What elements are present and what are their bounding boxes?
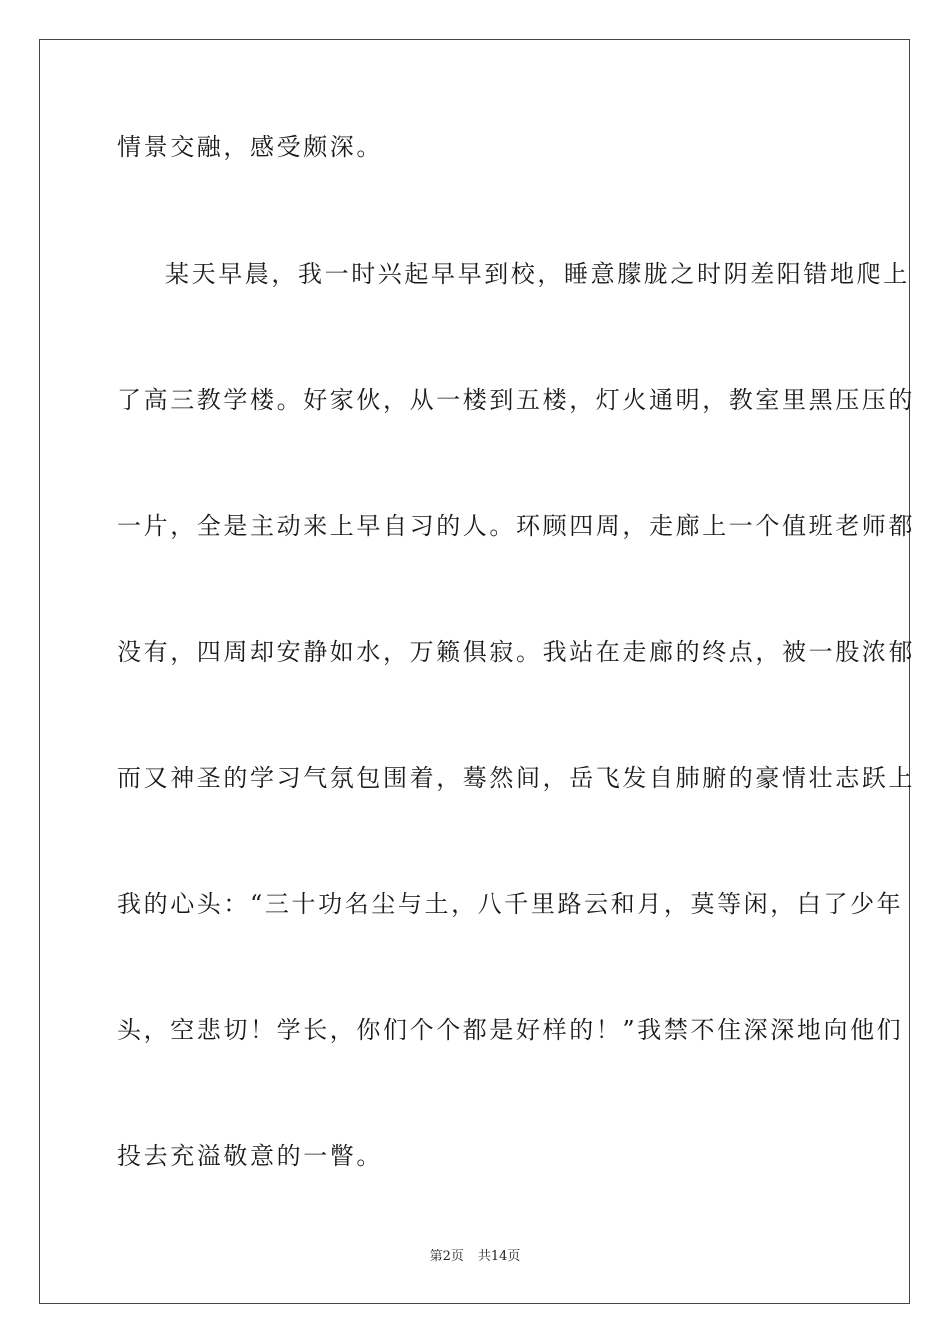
text-line-5: 没有，四周却安静如水，万籁俱寂。我站在走廊的终点，被一股浓郁 bbox=[117, 638, 915, 666]
text-line-7: 我的心头：“三十功名尘与土，八千里路云和月，莫等闲，白了少年 bbox=[117, 890, 904, 918]
page-border bbox=[39, 39, 915, 1304]
page-footer bbox=[0, 1248, 950, 1266]
text-line-1: 情景交融，感受颇深。 bbox=[117, 133, 383, 161]
text-line-9: 投去充溢敬意的一瞥。 bbox=[117, 1142, 383, 1170]
text-line-3: 了高三教学楼。好家伙，从一楼到五楼，灯火通明，教室里黑压压的 bbox=[117, 386, 915, 414]
page-total: 共14页 bbox=[477, 1249, 521, 1264]
page-number: 第2页 bbox=[429, 1249, 464, 1264]
text-line-2: 某天早晨，我一时兴起早早到校，睡意朦胧之时阴差阳错地爬上 bbox=[165, 260, 910, 288]
text-line-4: 一片，全是主动来上早自习的人。环顾四周，走廊上一个值班老师都 bbox=[117, 512, 915, 540]
text-line-8: 头，空悲切！学长，你们个个都是好样的！”我禁不住深深地向他们 bbox=[117, 1016, 904, 1044]
text-line-6: 而又神圣的学习气氛包围着，蓦然间，岳飞发自肺腑的豪情壮志跃上 bbox=[117, 764, 915, 792]
